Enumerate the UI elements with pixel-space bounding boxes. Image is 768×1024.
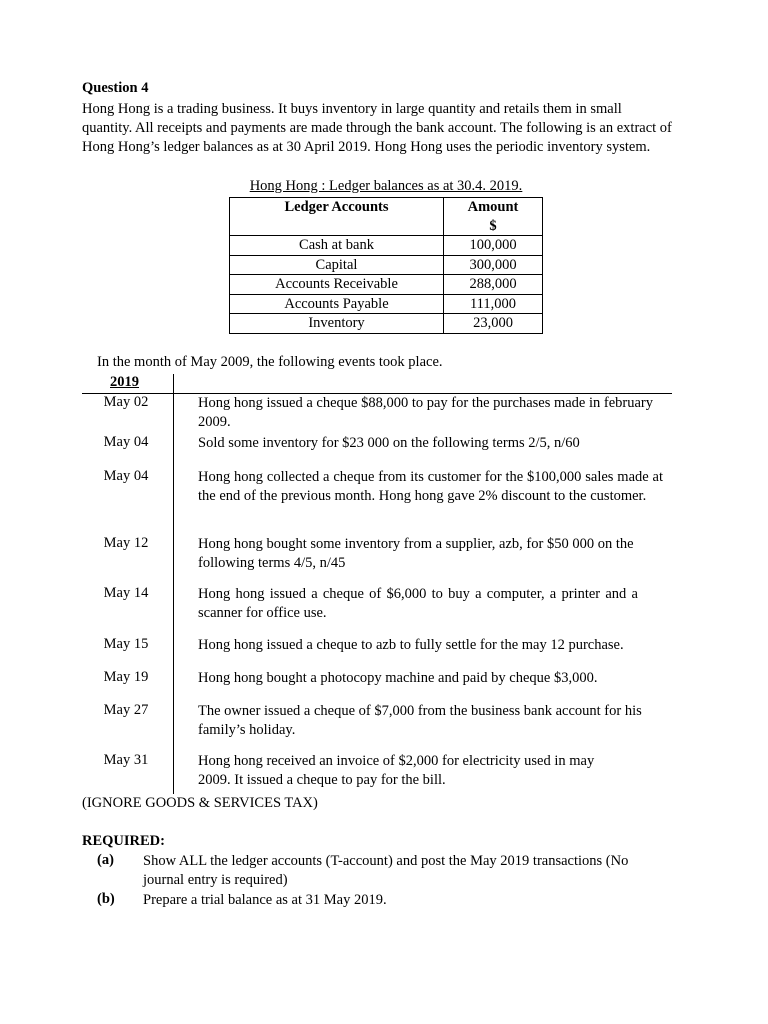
event-date: May 27 <box>103 702 149 718</box>
header-ledger-accounts: Ledger Accounts <box>230 198 444 236</box>
table-row <box>230 294 543 314</box>
event-description: Hong hong collected a cheque from its customer for the $100,000 sales made at the end of the previous month. Hong hong gave 2% discount to the customer. <box>198 469 663 504</box>
header-amount <box>444 198 543 236</box>
event-date: May 31 <box>103 752 149 768</box>
question-title: Question 4 <box>82 80 149 96</box>
account-cell: Capital <box>230 255 444 275</box>
ignore-gst-note: (IGNORE GOODS & SERVICES TAX) <box>82 795 318 811</box>
events-intro: In the month of May 2009, the following events took place. <box>97 354 443 370</box>
event-description: Hong hong bought a photocopy machine and paid by cheque $3,000. <box>198 670 598 686</box>
table-row <box>230 314 543 334</box>
table-row <box>230 255 543 275</box>
table-row <box>230 275 543 295</box>
events-year-header: 2019 <box>110 374 139 390</box>
event-description: Hong hong issued a cheque of $6,000 to buy a computer, a printer and a scanner for office use. <box>198 586 638 621</box>
event-date: May 04 <box>103 434 149 450</box>
required-item-text: Show ALL the ledger accounts (T-account) and post the May 2019 transactions (No journal entry is required) <box>143 853 629 888</box>
account-cell: Accounts Receivable <box>230 275 444 295</box>
required-item-label: (b) <box>97 891 115 907</box>
account-cell: Inventory <box>230 314 444 334</box>
event-description: Hong hong issued a cheque to azb to fully settle for the may 12 purchase. <box>198 637 624 653</box>
account-cell: Cash at bank <box>230 236 444 256</box>
amount-cell: 288,000 <box>444 275 543 295</box>
event-date: May 12 <box>103 535 149 551</box>
table-row <box>230 236 543 256</box>
ledger-table-caption: Hong Hong : Ledger balances as at 30.4. 2019. <box>249 178 523 194</box>
event-description: Hong hong received an invoice of $2,000 for electricity used in may 2009. It issued a cheque to pay for the bill. <box>198 753 595 788</box>
event-description: Sold some inventory for $23 000 on the following terms 2/5, n/60 <box>198 435 580 451</box>
required-heading: REQUIRED: <box>82 833 165 849</box>
event-date: May 14 <box>103 585 149 601</box>
amount-cell: 300,000 <box>444 255 543 275</box>
event-description: Hong hong bought some inventory from a supplier, azb, for $50 000 on the following terms 4/5, n/45 <box>198 536 634 571</box>
required-item-text: Prepare a trial balance as at 31 May 2019. <box>143 892 387 908</box>
amount-cell: 111,000 <box>444 294 543 314</box>
event-date: May 02 <box>103 394 149 410</box>
event-description: Hong hong issued a cheque $88,000 to pay for the purchases made in february 2009. <box>198 395 654 430</box>
amount-cell: 100,000 <box>444 236 543 256</box>
event-date: May 04 <box>103 468 149 484</box>
table-header-row <box>230 198 543 236</box>
ledger-balances-table <box>229 197 543 334</box>
event-date: May 15 <box>103 636 149 652</box>
event-date: May 19 <box>103 669 149 685</box>
required-item-label: (a) <box>97 852 114 868</box>
question-intro: Hong Hong is a trading business. It buys inventory in large quantity and retails them in small quantity. All receipts and payments are made through the bank account. The following is an extract of Hong Hong’s ledger balances as at 30 April 2019. Hong Hong uses the periodic inventory system. <box>82 101 672 156</box>
events-column-divider <box>173 374 174 794</box>
account-cell: Accounts Payable <box>230 294 444 314</box>
amount-cell: 23,000 <box>444 314 543 334</box>
header-currency: $ <box>489 217 497 234</box>
event-description: The owner issued a cheque of $7,000 from the business bank account for his family’s holiday. <box>198 703 642 738</box>
header-amount-label: Amount <box>467 199 519 215</box>
